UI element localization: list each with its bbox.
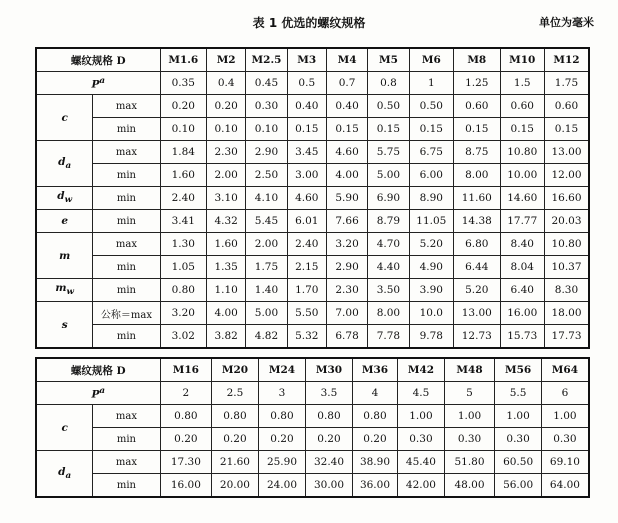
value-cell: 5.75 (368, 141, 409, 164)
symbol-text: d (58, 155, 66, 168)
symbol-text: d (57, 190, 65, 203)
table-row (36, 118, 589, 141)
value-cell: 0.10 (246, 118, 287, 141)
symbol-cell (36, 141, 93, 187)
header-label: 螺纹规格 D (36, 358, 160, 382)
limit-cell: min (93, 279, 160, 302)
value-cell: 2.90 (326, 256, 367, 279)
size-header: M3 (287, 48, 326, 72)
value-cell: 16.00 (160, 474, 212, 498)
limit-cell: min (93, 118, 160, 141)
limit-cell: max (93, 405, 160, 428)
value-cell: 12.73 (454, 325, 501, 349)
value-cell: 6.78 (326, 325, 367, 349)
value-cell: 30.00 (306, 474, 353, 498)
value-cell: 8.79 (368, 210, 409, 233)
table-row (36, 233, 589, 256)
value-cell: 1.75 (246, 256, 287, 279)
value-cell: 10.37 (544, 256, 589, 279)
value-cell: 15.73 (500, 325, 544, 349)
value-cell: 0.15 (287, 118, 326, 141)
value-cell: 4.32 (207, 210, 246, 233)
value-cell: 3.20 (326, 233, 367, 256)
value-cell: 14.38 (454, 210, 501, 233)
symbol-subscript: w (64, 195, 73, 206)
value-cell: 1.60 (207, 233, 246, 256)
value-cell: 0.4 (207, 72, 246, 95)
value-cell: 20.03 (544, 210, 589, 233)
table-row (36, 428, 589, 451)
size-header: M30 (306, 358, 353, 382)
size-header: M8 (454, 48, 501, 72)
symbol-subscript: w (66, 287, 74, 298)
value-cell: 36.00 (352, 474, 397, 498)
value-cell: 1.00 (398, 405, 445, 428)
thread-spec-table-1 (35, 47, 590, 349)
value-cell: 0.30 (398, 428, 445, 451)
table-row (36, 256, 589, 279)
value-cell: 2.40 (160, 187, 207, 210)
value-cell: 0.20 (258, 428, 306, 451)
value-cell: 5.20 (454, 279, 501, 302)
size-header: M6 (409, 48, 453, 72)
value-cell: 2.90 (246, 141, 287, 164)
value-cell: 7.78 (368, 325, 409, 349)
value-cell: 1.00 (541, 405, 589, 428)
table-row (36, 141, 589, 164)
value-cell: 0.30 (495, 428, 542, 451)
table-row (36, 210, 589, 233)
value-cell: 8.00 (454, 164, 501, 187)
value-cell: 2.00 (246, 233, 287, 256)
value-cell: 9.78 (409, 325, 453, 349)
value-cell: 13.00 (544, 141, 589, 164)
value-cell: 48.00 (444, 474, 495, 498)
table-row (36, 474, 589, 498)
value-cell: 0.40 (326, 95, 367, 118)
table-row (36, 187, 589, 210)
value-cell: 20.00 (212, 474, 259, 498)
value-cell: 1.05 (160, 256, 207, 279)
size-header: M10 (500, 48, 544, 72)
value-cell: 6.00 (409, 164, 453, 187)
value-cell: 3.41 (160, 210, 207, 233)
symbol-cell (36, 210, 93, 233)
value-cell: 0.35 (160, 72, 207, 95)
value-cell: 5.00 (368, 164, 409, 187)
value-cell: 6.80 (454, 233, 501, 256)
value-cell: 1.00 (495, 405, 542, 428)
header-label: 螺纹规格 D (36, 48, 160, 72)
value-cell: 1.25 (454, 72, 501, 95)
value-cell: 8.75 (454, 141, 501, 164)
unit-label: 单位为毫米 (539, 16, 594, 29)
symbol-subscript: a (65, 161, 72, 172)
value-cell: 8.30 (544, 279, 589, 302)
value-cell: 3.82 (207, 325, 246, 349)
value-cell: 4.60 (287, 187, 326, 210)
value-cell: 4.5 (398, 382, 445, 405)
value-cell: 17.73 (544, 325, 589, 349)
limit-cell: min (93, 164, 160, 187)
symbol-text: d (58, 465, 66, 478)
value-cell: 1.10 (207, 279, 246, 302)
size-header: M1.6 (160, 48, 207, 72)
value-cell: 0.45 (246, 72, 287, 95)
value-cell: 3.00 (287, 164, 326, 187)
value-cell: 0.80 (306, 405, 353, 428)
header-row (36, 358, 589, 382)
value-cell: 0.40 (287, 95, 326, 118)
value-cell: 4.00 (326, 164, 367, 187)
value-cell: 14.60 (500, 187, 544, 210)
value-cell: 0.15 (500, 118, 544, 141)
value-cell: 1.00 (444, 405, 495, 428)
value-cell: 2.00 (207, 164, 246, 187)
footnote-marker: a (99, 75, 106, 86)
size-header: M2 (207, 48, 246, 72)
value-cell: 2.30 (326, 279, 367, 302)
value-cell: 2.50 (246, 164, 287, 187)
value-cell: 5.20 (409, 233, 453, 256)
value-cell: 64.00 (541, 474, 589, 498)
value-cell: 0.15 (326, 118, 367, 141)
symbol-text: e (61, 215, 69, 227)
symbol-cell (36, 302, 93, 349)
symbol-text: P (91, 388, 100, 401)
size-header: M2.5 (246, 48, 287, 72)
symbol-cell (36, 233, 93, 279)
value-cell: 10.0 (409, 302, 453, 325)
value-cell: 8.40 (500, 233, 544, 256)
value-cell: 0.80 (258, 405, 306, 428)
limit-cell: max (93, 141, 160, 164)
value-cell: 5.50 (287, 302, 326, 325)
value-cell: 0.5 (287, 72, 326, 95)
value-cell: 0.60 (500, 95, 544, 118)
value-cell: 38.90 (352, 451, 397, 474)
symbol-cell (36, 279, 93, 302)
value-cell: 0.20 (352, 428, 397, 451)
symbol-text: m (55, 282, 67, 295)
value-cell: 7.00 (326, 302, 367, 325)
value-cell: 8.90 (409, 187, 453, 210)
value-cell: 3 (258, 382, 306, 405)
limit-cell: max (93, 451, 160, 474)
value-cell: 21.60 (212, 451, 259, 474)
value-cell: 5.90 (326, 187, 367, 210)
value-cell: 4.82 (246, 325, 287, 349)
size-header: M12 (544, 48, 589, 72)
value-cell: 4.40 (368, 256, 409, 279)
symbol-text: m (59, 249, 71, 262)
symbol-cell (36, 405, 93, 451)
size-header: M48 (444, 358, 495, 382)
value-cell: 0.80 (160, 279, 207, 302)
value-cell: 0.15 (409, 118, 453, 141)
value-cell: 0.20 (160, 428, 212, 451)
value-cell: 3.5 (306, 382, 353, 405)
value-cell: 7.66 (326, 210, 367, 233)
value-cell: 10.80 (544, 233, 589, 256)
value-cell: 0.20 (160, 95, 207, 118)
value-cell: 11.05 (409, 210, 453, 233)
value-cell: 0.60 (544, 95, 589, 118)
value-cell: 6 (541, 382, 589, 405)
value-cell: 1.84 (160, 141, 207, 164)
symbol-cell (36, 95, 93, 141)
value-cell: 4.00 (207, 302, 246, 325)
size-header: M36 (352, 358, 397, 382)
size-header: M20 (212, 358, 259, 382)
value-cell: 0.20 (212, 428, 259, 451)
value-cell: 42.00 (398, 474, 445, 498)
value-cell: 60.50 (495, 451, 542, 474)
value-cell: 1.5 (500, 72, 544, 95)
value-cell: 5.5 (495, 382, 542, 405)
value-cell: 17.30 (160, 451, 212, 474)
value-cell: 8.04 (500, 256, 544, 279)
table-row (36, 451, 589, 474)
limit-cell: min (93, 256, 160, 279)
table-row (36, 405, 589, 428)
value-cell: 0.20 (306, 428, 353, 451)
value-cell: 0.30 (444, 428, 495, 451)
table-row (36, 325, 589, 349)
value-cell: 0.80 (160, 405, 212, 428)
value-cell: 45.40 (398, 451, 445, 474)
value-cell: 5.32 (287, 325, 326, 349)
symbol-text: P (91, 78, 100, 91)
value-cell: 6.90 (368, 187, 409, 210)
value-cell: 0.30 (246, 95, 287, 118)
limit-cell: min (93, 210, 160, 233)
value-cell: 2.5 (212, 382, 259, 405)
value-cell: 0.80 (212, 405, 259, 428)
value-cell: 4.10 (246, 187, 287, 210)
symbol-text: s (61, 318, 68, 331)
symbol-subscript: a (65, 471, 72, 482)
limit-cell: 公称＝max (93, 302, 160, 325)
value-cell: 6.44 (454, 256, 501, 279)
value-cell: 2.40 (287, 233, 326, 256)
table-row (36, 95, 589, 118)
table-title: 表 1 优选的螺纹规格 (252, 16, 366, 30)
value-cell: 6.01 (287, 210, 326, 233)
value-cell: 69.10 (541, 451, 589, 474)
value-cell: 8.00 (368, 302, 409, 325)
value-cell: 16.60 (544, 187, 589, 210)
value-cell: 6.40 (500, 279, 544, 302)
footnote-marker: a (99, 385, 106, 396)
value-cell: 1.30 (160, 233, 207, 256)
limit-cell: min (93, 325, 160, 349)
value-cell: 32.40 (306, 451, 353, 474)
value-cell: 4.70 (368, 233, 409, 256)
value-cell: 25.90 (258, 451, 306, 474)
value-cell: 5.00 (246, 302, 287, 325)
size-header: M64 (541, 358, 589, 382)
size-header: M24 (258, 358, 306, 382)
value-cell: 0.80 (352, 405, 397, 428)
value-cell: 1.75 (544, 72, 589, 95)
value-cell: 0.15 (454, 118, 501, 141)
value-cell: 16.00 (500, 302, 544, 325)
symbol-cell (36, 72, 160, 95)
limit-cell: max (93, 233, 160, 256)
value-cell: 3.50 (368, 279, 409, 302)
value-cell: 13.00 (454, 302, 501, 325)
value-cell: 4.60 (326, 141, 367, 164)
value-cell: 0.10 (160, 118, 207, 141)
value-cell: 0.8 (368, 72, 409, 95)
value-cell: 5 (444, 382, 495, 405)
limit-cell: min (93, 428, 160, 451)
table-row (36, 279, 589, 302)
value-cell: 4 (352, 382, 397, 405)
size-header: M4 (326, 48, 367, 72)
symbol-cell (36, 382, 160, 405)
value-cell: 0.10 (207, 118, 246, 141)
value-cell: 2.30 (207, 141, 246, 164)
symbol-cell (36, 187, 93, 210)
value-cell: 3.20 (160, 302, 207, 325)
value-cell: 1 (409, 72, 453, 95)
size-header: M42 (398, 358, 445, 382)
value-cell: 3.02 (160, 325, 207, 349)
symbol-text: c (61, 421, 68, 434)
header-row (36, 48, 589, 72)
value-cell: 4.90 (409, 256, 453, 279)
value-cell: 3.90 (409, 279, 453, 302)
value-cell: 5.45 (246, 210, 287, 233)
value-cell: 0.30 (541, 428, 589, 451)
value-cell: 6.75 (409, 141, 453, 164)
table-row (36, 382, 589, 405)
value-cell: 2.15 (287, 256, 326, 279)
value-cell: 10.80 (500, 141, 544, 164)
value-cell: 3.10 (207, 187, 246, 210)
value-cell: 18.00 (544, 302, 589, 325)
limit-cell: min (93, 474, 160, 498)
size-header: M16 (160, 358, 212, 382)
symbol-cell (36, 451, 93, 498)
table-row (36, 164, 589, 187)
value-cell: 1.70 (287, 279, 326, 302)
value-cell: 0.50 (368, 95, 409, 118)
value-cell: 10.00 (500, 164, 544, 187)
value-cell: 0.20 (207, 95, 246, 118)
value-cell: 0.15 (544, 118, 589, 141)
size-header: M5 (368, 48, 409, 72)
value-cell: 2 (160, 382, 212, 405)
value-cell: 0.15 (368, 118, 409, 141)
value-cell: 17.77 (500, 210, 544, 233)
symbol-text: c (61, 111, 68, 124)
value-cell: 11.60 (454, 187, 501, 210)
limit-cell: max (93, 95, 160, 118)
table-row (36, 302, 589, 325)
value-cell: 56.00 (495, 474, 542, 498)
value-cell: 1.40 (246, 279, 287, 302)
value-cell: 0.50 (409, 95, 453, 118)
value-cell: 51.80 (444, 451, 495, 474)
value-cell: 0.60 (454, 95, 501, 118)
size-header: M56 (495, 358, 542, 382)
value-cell: 1.60 (160, 164, 207, 187)
value-cell: 0.7 (326, 72, 367, 95)
limit-cell: min (93, 187, 160, 210)
thread-spec-table-2 (35, 357, 590, 498)
value-cell: 12.00 (544, 164, 589, 187)
value-cell: 3.45 (287, 141, 326, 164)
table-row (36, 72, 589, 95)
value-cell: 24.00 (258, 474, 306, 498)
value-cell: 1.35 (207, 256, 246, 279)
